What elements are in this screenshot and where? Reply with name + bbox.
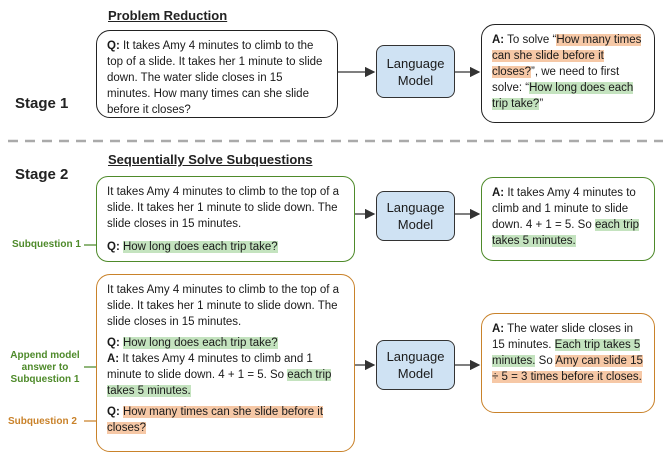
sub2-answer-text1: The water slide closes in 15 minutes. [492, 323, 634, 351]
stage1-label: Stage 1 [15, 95, 69, 112]
sub2-a1-highlight: each trip takes 5 minutes. [107, 369, 332, 397]
sub2-answer-prefix: A: [492, 323, 505, 335]
sub2-q2-prefix: Q: [107, 406, 120, 418]
sub1-context: It takes Amy 4 minutes to climb to the top of a slide. It takes her 1 minute to slide down. The slide closes in 15 minutes. [107, 186, 340, 230]
sub2-context: It takes Amy 4 minutes to climb to the top of a slide. It takes her 1 minute to slide down. The slide closes in 15 minutes. [107, 284, 340, 328]
sub2-a1-text: It takes Amy 4 minutes to climb and 1 minute to slide down. 4 + 1 = 5. So [107, 353, 313, 381]
sub2-side-label: Subquestion 2 [8, 416, 77, 427]
sub2-answer-highlight-trip: Each trip takes 5 minutes. [492, 339, 641, 367]
sub1-question-text: How long does each trip take? [122, 241, 278, 253]
sub1-side-label: Subquestion 1 [12, 239, 81, 250]
stage1-answer-part2: ”, we need to first solve: “ [492, 66, 620, 94]
stage1-question-text: It takes Amy 4 minutes to climb to the top of a slide. It takes her 1 minute to slide down. The water slide closes in 15 minutes. How many times can she slide before it closes? [107, 40, 323, 116]
sub1-answer-highlight: each trip takes 5 minutes. [492, 219, 640, 247]
stage1-answer-highlight-subquestion: How long does each trip take? [492, 82, 634, 110]
sub1-answer-text: It takes Amy 4 minutes to climb and 1 minute to slide down. 4 + 1 = 5. So [492, 187, 636, 231]
stage2-label: Stage 2 [15, 166, 69, 183]
sub2-answer-highlight-final: Amy can slide 15 ÷ 5 = 3 times before it closes. [492, 355, 643, 383]
sub2-language-model: Language Model [376, 340, 455, 390]
sub2-answer-box [481, 313, 655, 413]
stage1-answer-prefix: A: [492, 34, 505, 46]
stage1-language-model: Language Model [376, 45, 455, 98]
sub1-answer-prefix: A: [492, 187, 505, 199]
sub1-question-box [96, 176, 355, 262]
stage1-answer-box [481, 24, 655, 123]
sub1-language-model: Language Model [376, 191, 455, 241]
sub2-q1-text: How long does each trip take? [122, 337, 278, 349]
sub2-q2-text: How many times can she slide before it closes? [107, 406, 324, 434]
sub2-a1-prefix: A: [107, 353, 120, 365]
stage2-title: Sequentially Solve Subquestions [108, 152, 313, 167]
stage1-question-box [96, 30, 338, 118]
sub1-answer-box [481, 177, 655, 261]
stage1-answer-part3: ” [539, 98, 544, 110]
stage1-question-prefix: Q: [107, 40, 120, 52]
sub1-question-prefix: Q: [107, 241, 120, 253]
stage1-answer-highlight-question: How many times can she slide before it closes? [492, 34, 642, 78]
stage1-answer-part1: To solve “ [507, 34, 557, 46]
sub2-answer-text2: So [538, 355, 553, 367]
stage1-title: Problem Reduction [108, 8, 228, 23]
sub2-question-box [96, 274, 355, 452]
append-answer-label: Append model answer to Subquestion 1 [10, 350, 80, 385]
sub2-q1-prefix: Q: [107, 337, 120, 349]
